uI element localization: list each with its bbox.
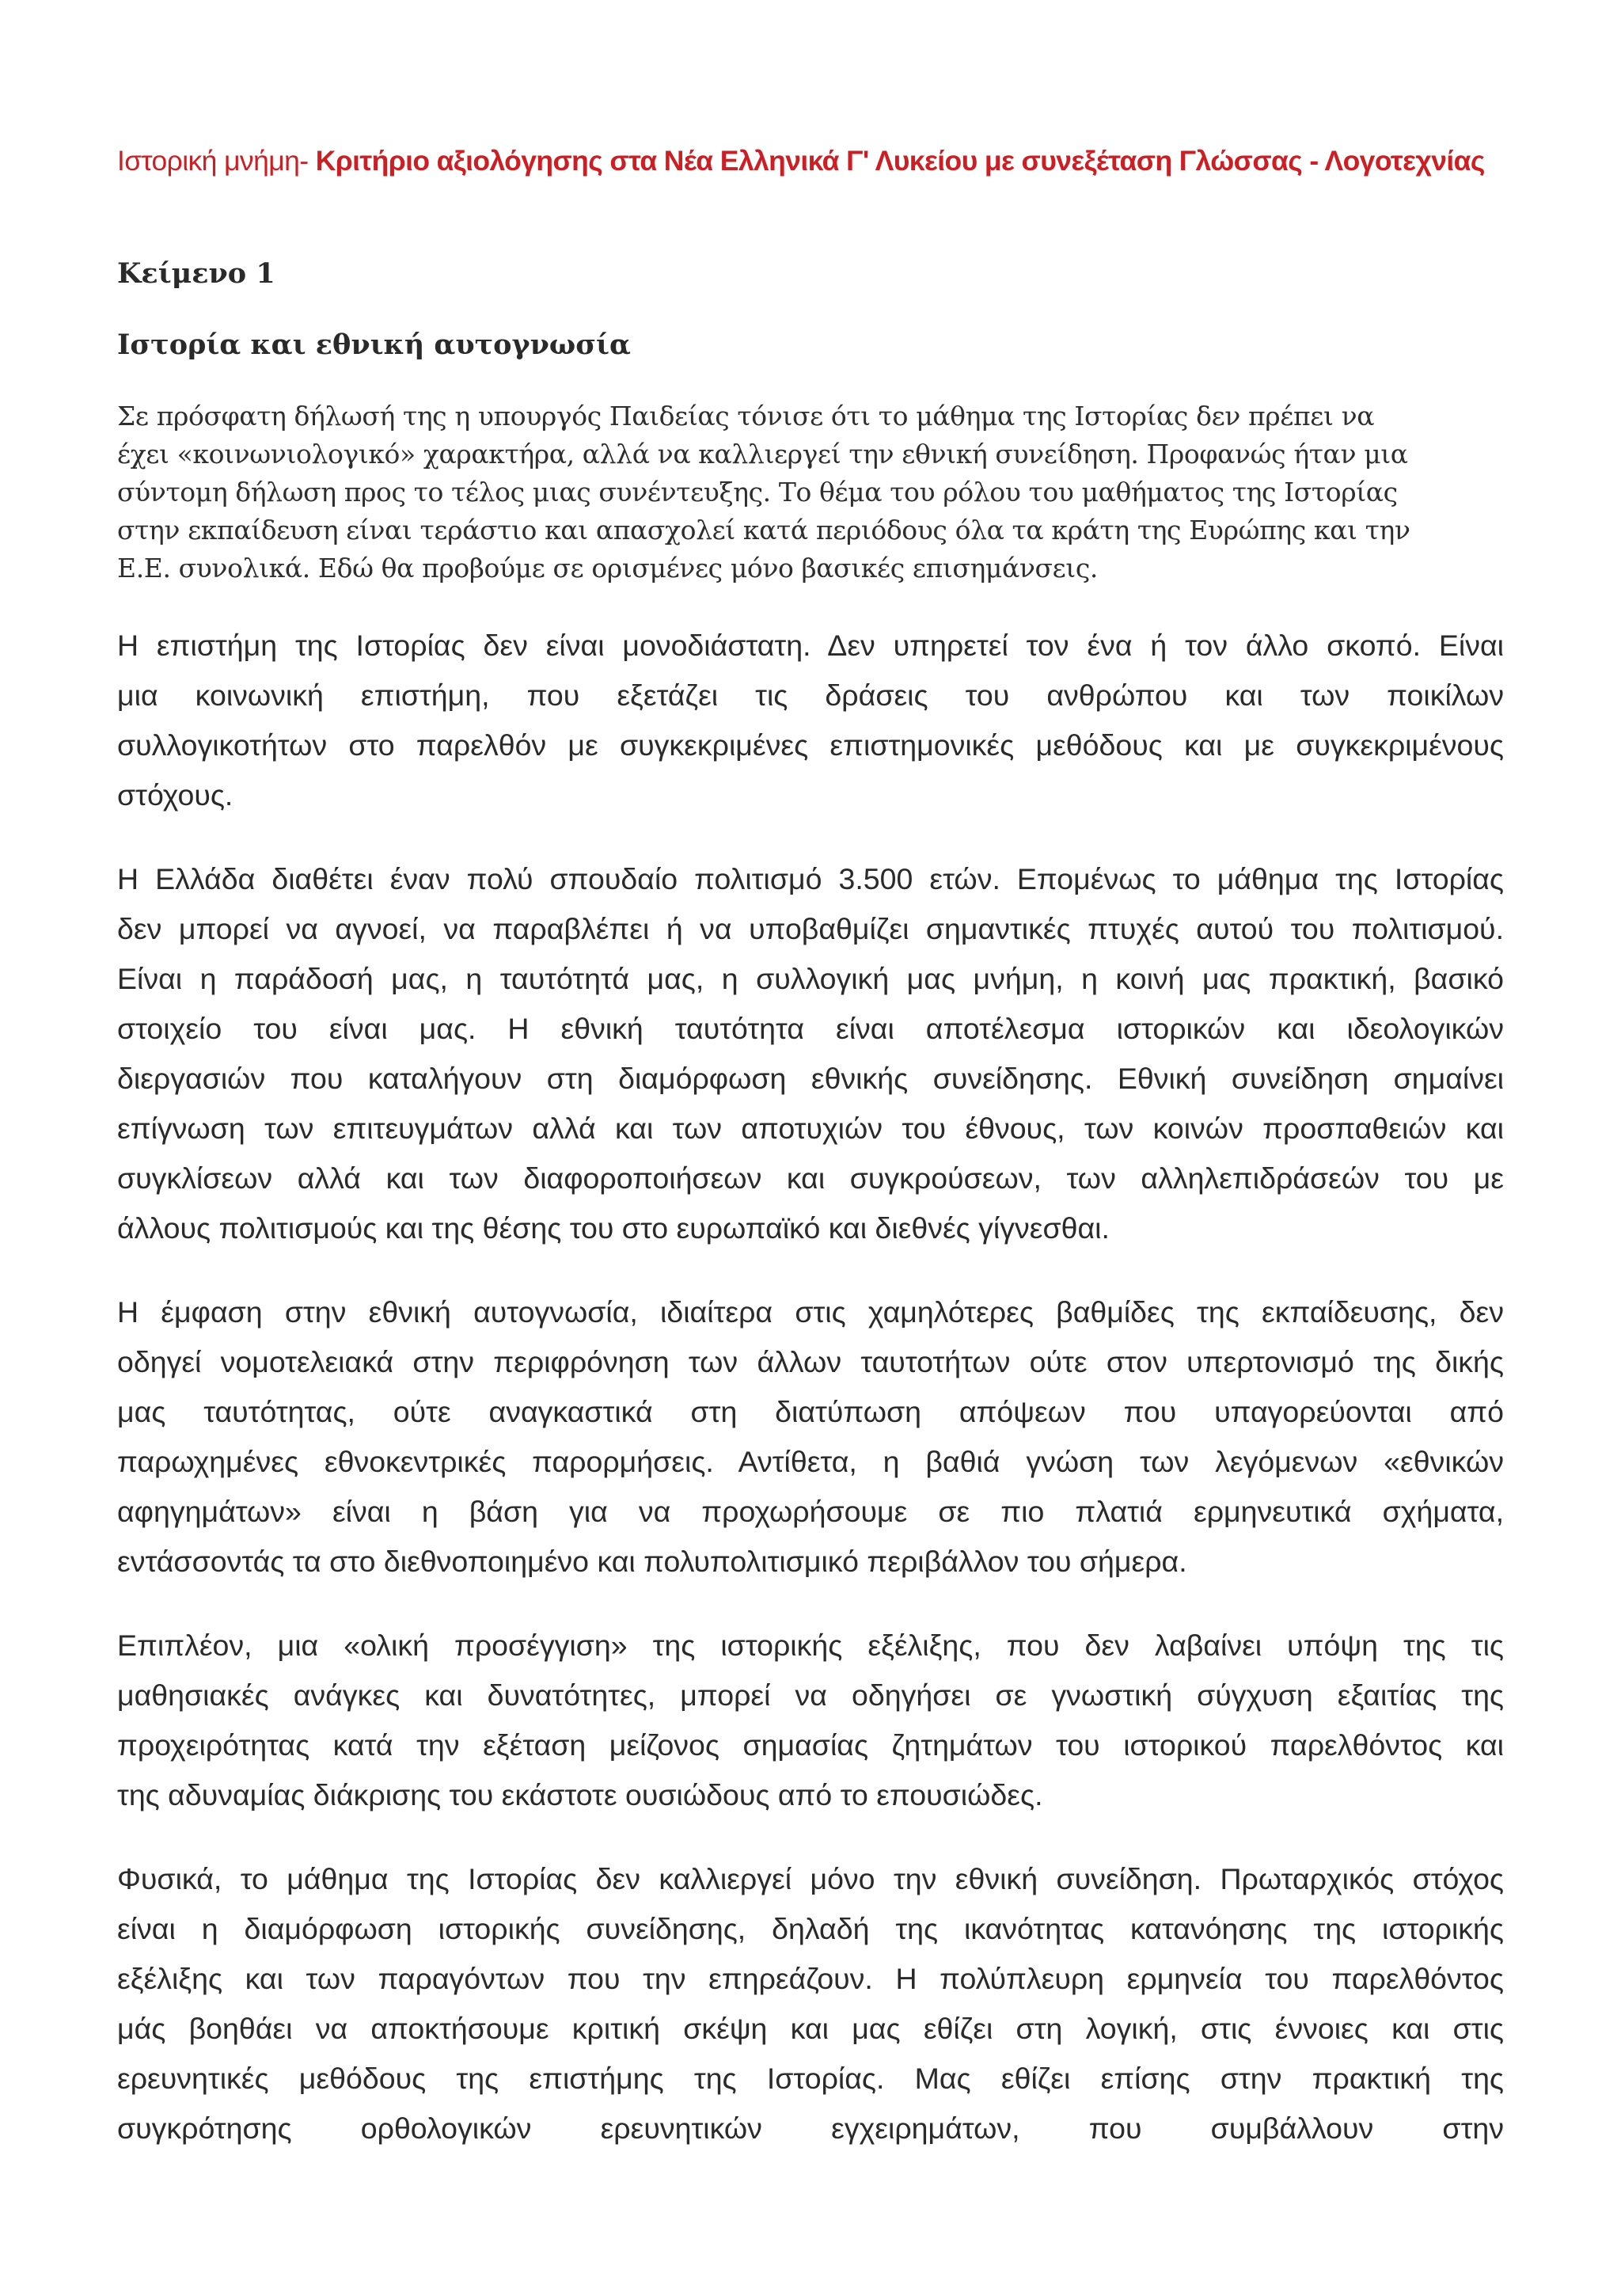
body-paragraph-5	[117, 1854, 1504, 2153]
paragraph-line: εξέλιξης και των παραγόντων που την επηρεάζουν. Η πολύπλευρη ερμηνεία του παρελθόντος	[117, 1962, 1504, 1995]
paragraph-line: Η έμφαση στην εθνική αυτογνωσία, ιδιαίτερα στις χαμηλότερες βαθμίδες της εκπαίδευσης, δεν	[117, 1295, 1504, 1329]
text-label: Κείμενο 1	[117, 257, 275, 290]
paragraph-line: Επιπλέον, μια «ολική προσέγγιση» της ιστορικής εξέλιξης, που δεν λαβαίνει υπόψη της τις	[117, 1629, 1504, 1662]
intro-paragraph	[117, 397, 1504, 587]
body-paragraph-2	[117, 854, 1504, 1253]
body-paragraph-1	[117, 621, 1504, 820]
paragraph-line: Η επιστήμη της Ιστορίας δεν είναι μονοδιάστατη. Δεν υπηρετεί τον ένα ή τον άλλο σκοπό. Είναι	[117, 629, 1504, 662]
intro-line: Ε.Ε. συνολικά. Εδώ θα προβούμε σε ορισμένες μόνο βασικές επισημάνσεις.	[117, 553, 1099, 584]
paragraph-line: μάς βοηθάει να αποκτήσουμε κριτική σκέψη και μας εθίζει στη λογική, στις έννοιες και στις	[117, 2012, 1504, 2045]
paragraph-line: άλλους πολιτισμούς και της θέσης του στο ευρωπαϊκό και διεθνές γίγνεσθαι.	[117, 1211, 1110, 1245]
paragraph-line: συγκρότησης ορθολογικών ερευνητικών εγχειρημάτων, που συμβάλλουν στην	[117, 2112, 1504, 2145]
paragraph-line: Είναι η παράδοσή μας, η ταυτότητά μας, η συλλογική μας μνήμη, η κοινή μας πρακτική, βασικό	[117, 962, 1504, 995]
paragraph-line: διεργασιών που καταλήγουν στη διαμόρφωση εθνικής συνείδησης. Εθνική συνείδηση σημαίνει	[117, 1062, 1504, 1095]
intro-line: έχει «κοινωνιολογικό» χαρακτήρα, αλλά να καλλιεργεί την εθνική συνείδηση. Προφανώς ήταν μια	[117, 439, 1408, 469]
paragraph-line: μια κοινωνική επιστήμη, που εξετάζει τις δράσεις του ανθρώπου και των ποικίλων	[117, 679, 1504, 712]
paragraph-line: στοιχείο του είναι μας. Η εθνική ταυτότητα είναι αποτέλεσμα ιστορικών και ιδεολογικών	[117, 1012, 1504, 1045]
paragraph-line: προχειρότητας κατά την εξέταση μείζονος σημασίας ζητημάτων του ιστορικού παρελθόντος και	[117, 1728, 1504, 1762]
paragraph-line: μαθησιακές ανάγκες και δυνατότητες, μπορεί να οδηγήσει σε γνωστική σύγχυση εξαιτίας της	[117, 1678, 1504, 1712]
paragraph-line: μας ταυτότητας, ούτε αναγκαστικά στη διατύπωση απόψεων που υπαγορεύονται από	[117, 1395, 1504, 1428]
text-title: Ιστορία και εθνική αυτογνωσία	[117, 329, 631, 361]
intro-line: Σε πρόσφατη δήλωσή της η υπουργός Παιδείας τόνισε ότι το μάθημα της Ιστορίας δεν πρέπει να	[117, 401, 1375, 431]
paragraph-line: δεν μπορεί να αγνοεί, να παραβλέπει ή να υποβαθμίζει σημαντικές πτυχές αυτού του πολιτισμού.	[117, 912, 1504, 945]
body-paragraph-4	[117, 1621, 1504, 1820]
body-paragraph-3	[117, 1287, 1504, 1587]
paragraph-line: στόχους.	[117, 778, 233, 812]
document-title	[117, 139, 1504, 182]
paragraph-line: Η Ελλάδα διαθέτει έναν πολύ σπουδαίο πολιτισμό 3.500 ετών. Επομένως το μάθημα της Ιστορίας	[117, 862, 1504, 895]
intro-line: στην εκπαίδευση είναι τεράστιο και απασχολεί κατά περιόδους όλα τα κράτη της Ευρώπης και την	[117, 515, 1410, 545]
title-topic: Ιστορική μνήμη-	[117, 145, 316, 177]
paragraph-line: συλλογικοτήτων στο παρελθόν με συγκεκριμένες επιστημονικές μεθόδους και με συγκεκριμένους	[117, 728, 1504, 762]
paragraph-line: Φυσικά, το μάθημα της Ιστορίας δεν καλλιεργεί μόνο την εθνική συνείδηση. Πρωταρχικός στόχος	[117, 1862, 1504, 1895]
intro-line: σύντομη δήλωση προς το τέλος μιας συνέντευξης. Το θέμα του ρόλου του μαθήματος της Ιστορίας	[117, 477, 1398, 507]
paragraph-line: επίγνωση των επιτευγμάτων αλλά και των αποτυχιών του έθνους, των κοινών προσπαθειών και	[117, 1112, 1504, 1145]
paragraph-line: παρωχημένες εθνοκεντρικές παρορμήσεις. Αντίθετα, η βαθιά γνώση των λεγόμενων «εθνικών	[117, 1445, 1504, 1478]
paragraph-line: είναι η διαμόρφωση ιστορικής συνείδησης, δηλαδή της ικανότητας κατανόησης της ιστορικής	[117, 1912, 1504, 1945]
paragraph-line: οδηγεί νομοτελειακά στην περιφρόνηση των άλλων ταυτοτήτων ούτε στον υπερτονισμό της δικής	[117, 1345, 1504, 1378]
paragraph-line: εντάσσοντάς τα στο διεθνοποιημένο και πολυπολιτισμικό περιβάλλον του σήμερα.	[117, 1545, 1187, 1578]
paragraph-line: της αδυναμίας διάκρισης του εκάστοτε ουσιώδους από το επουσιώδες.	[117, 1778, 1043, 1811]
paragraph-line: ερευνητικές μεθόδους της επιστήμης της Ιστορίας. Μας εθίζει επίσης στην πρακτική της	[117, 2062, 1504, 2095]
paragraph-line: αφηγημάτων» είναι η βάση για να προχωρήσουμε σε πιο πλατιά ερμηνευτικά σχήματα,	[117, 1495, 1504, 1528]
paragraph-line: συγκλίσεων αλλά και των διαφοροποιήσεων και συγκρούσεων, των αλληλεπιδράσεών του με	[117, 1161, 1504, 1195]
title-subtitle: Κριτήριο αξιολόγησης στα Νέα Ελληνικά Γ' Λυκείου με συνεξέταση Γλώσσας - Λογοτεχνίας	[315, 145, 1485, 177]
